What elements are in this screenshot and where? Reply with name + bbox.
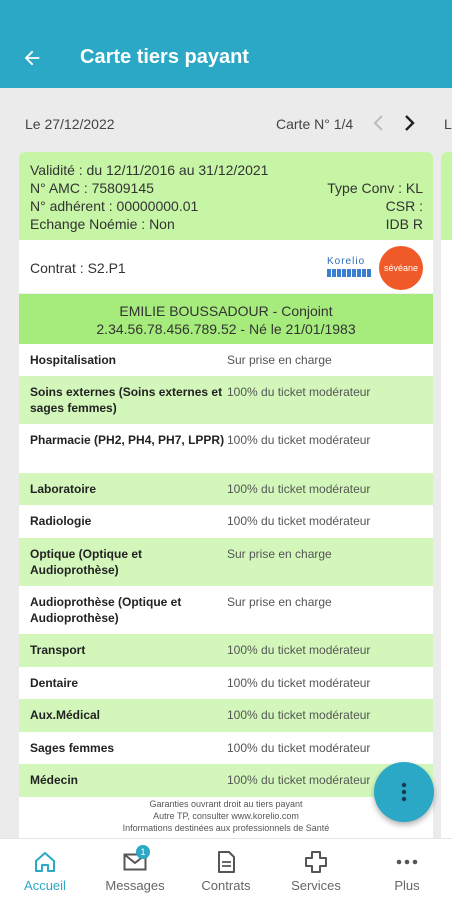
bottom-navigation: [0, 838, 452, 900]
amc-number: N° AMC : 75809145: [30, 180, 154, 196]
noemie-exchange: Echange Noémie : Non: [30, 216, 175, 232]
coverage-value: 100% du ticket modérateur: [227, 708, 371, 722]
coverage-row: [19, 424, 433, 473]
coverage-row: [19, 667, 433, 699]
chevron-right-icon[interactable]: [400, 110, 420, 136]
coverage-value: 100% du ticket modérateur: [227, 643, 371, 657]
tab-messages-label: Messages: [105, 878, 165, 893]
coverage-row: [19, 699, 433, 732]
tab-services-label: Services: [291, 878, 341, 893]
beneficiary-block: [19, 294, 433, 344]
coverage-value: Sur prise en charge: [227, 547, 332, 561]
mail-icon: [121, 849, 149, 875]
card-number: Carte N° 1/4: [276, 116, 354, 132]
tab-contracts[interactable]: [181, 839, 271, 900]
tab-home-label: Accueil: [24, 878, 66, 893]
coverage-category: Aux.Médical: [30, 708, 101, 722]
coverage-row: [19, 505, 433, 538]
more-actions-button[interactable]: [374, 762, 434, 822]
coverage-row: [19, 344, 433, 376]
coverage-value: Sur prise en charge: [227, 353, 332, 367]
coverage-value: 100% du ticket modérateur: [227, 773, 371, 787]
validity-text: Validité : du 12/11/2016 au 31/12/2021: [30, 162, 269, 178]
more-dots-icon: [393, 849, 421, 875]
coverage-category: Laboratoire: [30, 482, 97, 496]
coverage-value: 100% du ticket modérateur: [227, 385, 371, 399]
tab-home[interactable]: [0, 839, 90, 900]
coverage-row: [19, 634, 433, 667]
tab-messages[interactable]: [90, 839, 180, 900]
contract-section: [19, 240, 433, 294]
korelio-logo-text: Korelio: [327, 256, 366, 267]
coverage-category: Transport: [30, 643, 86, 657]
coverage-row: [19, 732, 433, 764]
next-card-date-peek: L: [444, 116, 452, 132]
korelio-logo: [327, 256, 371, 280]
coverage-category: Soins externes (Soins externes et sages femmes): [30, 385, 223, 415]
vertical-dots-icon: [401, 782, 407, 802]
coverage-category: Radiologie: [30, 514, 92, 528]
coverage-row: [19, 764, 433, 797]
coverage-category: Hospitalisation: [30, 353, 117, 367]
coverage-row: [19, 473, 433, 505]
coverage-row: [19, 376, 433, 424]
tab-services[interactable]: [271, 839, 361, 900]
coverage-category: Audioprothèse (Optique et Audioprothèse): [30, 595, 182, 625]
coverage-row: [19, 586, 433, 634]
app-bar: [0, 0, 452, 88]
back-arrow-icon[interactable]: [18, 44, 46, 72]
next-card-peek-header: [441, 152, 452, 240]
tab-contracts-label: Contrats: [201, 878, 251, 893]
insurer-logo: sévéane: [379, 246, 423, 290]
home-icon: [31, 849, 59, 875]
coverage-value: 100% du ticket modérateur: [227, 514, 371, 528]
card-date: Le 27/12/2022: [25, 116, 115, 132]
coverage-table: [19, 344, 433, 797]
coverage-value: 100% du ticket modérateur: [227, 676, 371, 690]
idb: IDB R: [385, 216, 423, 232]
tab-more[interactable]: [362, 839, 452, 900]
messages-badge: 1: [136, 845, 150, 859]
beneficiary-id: 2.34.56.78.456.789.52 - Né le 21/01/1983: [96, 321, 356, 337]
main-content[interactable]: [0, 88, 452, 838]
korelio-logo-bars: [327, 269, 371, 277]
adherent-number: N° adhérent : 00000000.01: [30, 198, 199, 214]
footer-line: Garanties ouvrant droit au tiers payant: [149, 799, 303, 809]
coverage-value: Sur prise en charge: [227, 595, 332, 609]
coverage-value: 100% du ticket modérateur: [227, 433, 371, 447]
next-card-peek[interactable]: [441, 152, 452, 838]
chevron-left-icon[interactable]: [368, 110, 388, 136]
contract-label: Contrat : S2.P1: [30, 260, 126, 276]
coverage-category: Sages femmes: [30, 741, 115, 755]
type-conv: Type Conv : KL: [327, 180, 423, 196]
csr: CSR :: [385, 198, 423, 214]
coverage-category: Médecin: [30, 773, 79, 787]
date-bar: [0, 88, 452, 152]
footer-line: Informations destinées aux professionnels de Santé: [122, 823, 330, 833]
coverage-category: Pharmacie (PH2, PH4, PH7, LPPR): [30, 433, 225, 447]
document-icon: [212, 849, 240, 875]
card-header: [19, 152, 433, 240]
coverage-category: Optique (Optique et Audioprothèse): [30, 547, 142, 577]
tiers-payant-card: [19, 152, 433, 838]
coverage-value: 100% du ticket modérateur: [227, 482, 371, 496]
coverage-category: Dentaire: [30, 676, 79, 690]
coverage-value: 100% du ticket modérateur: [227, 741, 371, 755]
coverage-row: [19, 538, 433, 586]
footer-line: Autre TP, consulter www.korelio.com: [153, 811, 299, 821]
beneficiary-name: EMILIE BOUSSADOUR - Conjoint: [119, 303, 333, 319]
card-footer-note: [19, 798, 433, 834]
tab-more-label: Plus: [394, 878, 420, 893]
medical-cross-icon: [302, 849, 330, 875]
page-title: Carte tiers payant: [80, 46, 249, 68]
